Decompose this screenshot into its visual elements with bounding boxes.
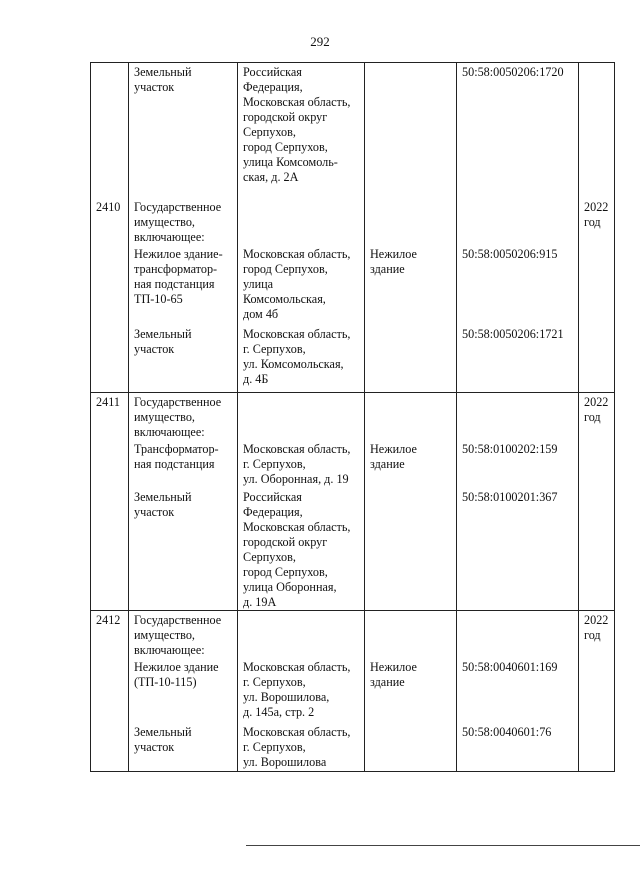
object-type-cell — [365, 325, 457, 393]
address-cell — [238, 245, 365, 325]
cell-line: улица — [243, 276, 274, 291]
row-number-cell — [91, 440, 129, 488]
cell-line: 50:58:0100202:159 — [462, 442, 558, 456]
cell-line: Трансформатор- — [134, 442, 219, 456]
row-number-cell — [91, 393, 129, 441]
cell-line: 2411 — [96, 395, 120, 409]
object-type-cell — [365, 440, 457, 488]
year-cell — [579, 245, 615, 325]
cell-line: 2022 — [584, 395, 609, 409]
object-name-cell — [129, 611, 238, 659]
year-cell — [579, 325, 615, 393]
cadastral-number-cell — [457, 658, 579, 723]
address-cell — [238, 488, 365, 611]
cell-line: Нежилое — [370, 442, 417, 456]
cell-line: участок — [134, 740, 175, 754]
cell-line: д. 145а, стр. 2 — [243, 705, 315, 719]
cell-line: городской округ — [243, 535, 328, 549]
address-cell — [238, 393, 365, 441]
table-row — [91, 611, 615, 659]
year-cell — [579, 611, 615, 659]
table-row — [91, 440, 615, 488]
address-cell — [238, 63, 365, 198]
cell-line: Федерация, — [243, 505, 303, 519]
object-name-cell — [129, 325, 238, 393]
cell-line: Государственное — [134, 199, 222, 214]
year-cell — [579, 488, 615, 611]
table-row — [91, 245, 615, 325]
object-name-cell — [129, 198, 238, 245]
cadastral-number-cell — [457, 611, 579, 659]
bottom-rule — [246, 845, 640, 846]
page-number: 292 — [310, 34, 330, 49]
cell-line: Нежилое здание — [134, 660, 219, 674]
cell-line: Московская область, — [243, 442, 351, 456]
cell-line: г. Серпухов, — [243, 740, 306, 754]
cell-line: Федерация, — [243, 80, 303, 94]
cell-line: включающее: — [134, 229, 205, 244]
cell-line: г. Серпухов, — [243, 457, 306, 471]
address-cell — [238, 723, 365, 771]
cell-line: д. 19А — [243, 595, 277, 609]
object-type-cell — [365, 488, 457, 611]
table-row — [91, 325, 615, 393]
cell-line: Московская область, — [243, 660, 351, 674]
cell-line: имущество, — [134, 628, 195, 642]
cell-line: ул. Оборонная, д. 19 — [243, 472, 349, 486]
row-number-cell — [91, 611, 129, 659]
cell-line: год — [584, 214, 601, 229]
cell-line: город Серпухов, — [243, 261, 328, 276]
cell-line: 50:58:0050206:915 — [462, 246, 558, 261]
object-type-cell — [365, 63, 457, 198]
cell-line: город Серпухов, — [243, 565, 328, 579]
cell-line: ная подстанция — [134, 276, 215, 291]
row-number-cell — [91, 245, 129, 325]
table-row — [91, 198, 615, 245]
cell-line: д. 4Б — [243, 371, 269, 386]
cell-line: участок — [134, 341, 175, 356]
object-type-cell — [365, 723, 457, 771]
cadastral-number-cell — [457, 245, 579, 325]
cell-line: Московская область, — [243, 246, 351, 261]
cell-line: включающее: — [134, 643, 205, 657]
table-row — [91, 488, 615, 611]
cell-line: г. Серпухов, — [243, 341, 306, 356]
object-type-cell — [365, 611, 457, 659]
cell-line: Московская область, — [243, 520, 351, 534]
cell-line: Земельный — [134, 725, 192, 739]
cell-line: Российская — [243, 490, 302, 504]
cell-line: Московская область, — [243, 326, 351, 341]
property-register-table — [90, 62, 615, 772]
table-body — [91, 63, 615, 772]
table-row — [91, 393, 615, 441]
address-cell — [238, 440, 365, 488]
object-name-cell — [129, 63, 238, 198]
cell-line: Нежилое — [370, 246, 417, 261]
cell-line: Земельный — [134, 326, 192, 341]
cell-line: улица Комсомоль- — [243, 155, 338, 169]
cell-line: 50:58:0050206:1721 — [462, 326, 564, 341]
cell-line: включающее: — [134, 425, 205, 439]
cell-line: ул. Комсомольская, — [243, 356, 344, 371]
object-name-cell — [129, 440, 238, 488]
year-cell — [579, 723, 615, 771]
row-number-cell — [91, 723, 129, 771]
cell-line: улица Оборонная, — [243, 580, 337, 594]
cell-line: 2410 — [96, 199, 121, 214]
cell-line: Серпухов, — [243, 550, 296, 564]
row-number-cell — [91, 63, 129, 198]
cell-line: здание — [370, 675, 405, 689]
cell-line: здание — [370, 261, 405, 276]
cadastral-number-cell — [457, 723, 579, 771]
cadastral-number-cell — [457, 393, 579, 441]
object-name-cell — [129, 245, 238, 325]
cell-line: здание — [370, 457, 405, 471]
table-row — [91, 63, 615, 198]
cell-line: имущество, — [134, 410, 195, 424]
address-cell — [238, 611, 365, 659]
cell-line: г. Серпухов, — [243, 675, 306, 689]
cell-line: имущество, — [134, 214, 195, 229]
object-type-cell — [365, 658, 457, 723]
object-type-cell — [365, 198, 457, 245]
cadastral-number-cell — [457, 488, 579, 611]
row-number-cell — [91, 198, 129, 245]
cell-line: Комсомольская, — [243, 291, 326, 306]
cell-line: ная подстанция — [134, 457, 215, 471]
cadastral-number-cell — [457, 325, 579, 393]
table-row — [91, 723, 615, 771]
address-cell — [238, 198, 365, 245]
cell-line: год — [584, 628, 601, 642]
object-name-cell — [129, 658, 238, 723]
cadastral-number-cell — [457, 198, 579, 245]
object-name-cell — [129, 393, 238, 441]
cell-line: ул. Ворошилова — [243, 755, 327, 769]
cell-line: 2022 — [584, 199, 609, 214]
cell-line: год — [584, 410, 601, 424]
cell-line: ТП-10-65 — [134, 291, 183, 306]
cell-line: 50:58:0040601:169 — [462, 660, 558, 674]
object-type-cell — [365, 245, 457, 325]
cell-line: Московская область, — [243, 95, 351, 109]
cell-line: 2412 — [96, 613, 121, 627]
cell-line: 50:58:0050206:1720 — [462, 65, 564, 79]
cell-line: 50:58:0100201:367 — [462, 490, 558, 504]
cell-line: ул. Ворошилова, — [243, 690, 330, 704]
address-cell — [238, 658, 365, 723]
cell-line: Государственное — [134, 613, 222, 627]
object-name-cell — [129, 488, 238, 611]
cell-line: Земельный — [134, 65, 192, 79]
cell-line: Серпухов, — [243, 125, 296, 139]
year-cell — [579, 440, 615, 488]
cell-line: Российская — [243, 65, 302, 79]
cell-line: участок — [134, 505, 175, 519]
cell-line: 50:58:0040601:76 — [462, 725, 552, 739]
row-number-cell — [91, 325, 129, 393]
cell-line: Московская область, — [243, 725, 351, 739]
object-name-cell — [129, 723, 238, 771]
cell-line: городской округ — [243, 110, 328, 124]
cell-line: Нежилое — [370, 660, 417, 674]
year-cell — [579, 63, 615, 198]
cell-line: участок — [134, 80, 175, 94]
cell-line: Нежилое здание- — [134, 246, 223, 261]
year-cell — [579, 198, 615, 245]
object-type-cell — [365, 393, 457, 441]
cell-line: Государственное — [134, 395, 222, 409]
cell-line: дом 4б — [243, 306, 279, 321]
address-cell — [238, 325, 365, 393]
year-cell — [579, 658, 615, 723]
row-number-cell — [91, 658, 129, 723]
row-number-cell — [91, 488, 129, 611]
cell-line: Земельный — [134, 490, 192, 504]
cell-line: 2022 — [584, 613, 609, 627]
cell-line: трансформатор- — [134, 261, 218, 276]
cell-line: ская, д. 2А — [243, 170, 299, 184]
table-row — [91, 658, 615, 723]
cell-line: город Серпухов, — [243, 140, 328, 154]
cadastral-number-cell — [457, 63, 579, 198]
cadastral-number-cell — [457, 440, 579, 488]
year-cell — [579, 393, 615, 441]
cell-line: (ТП-10-115) — [134, 675, 197, 689]
